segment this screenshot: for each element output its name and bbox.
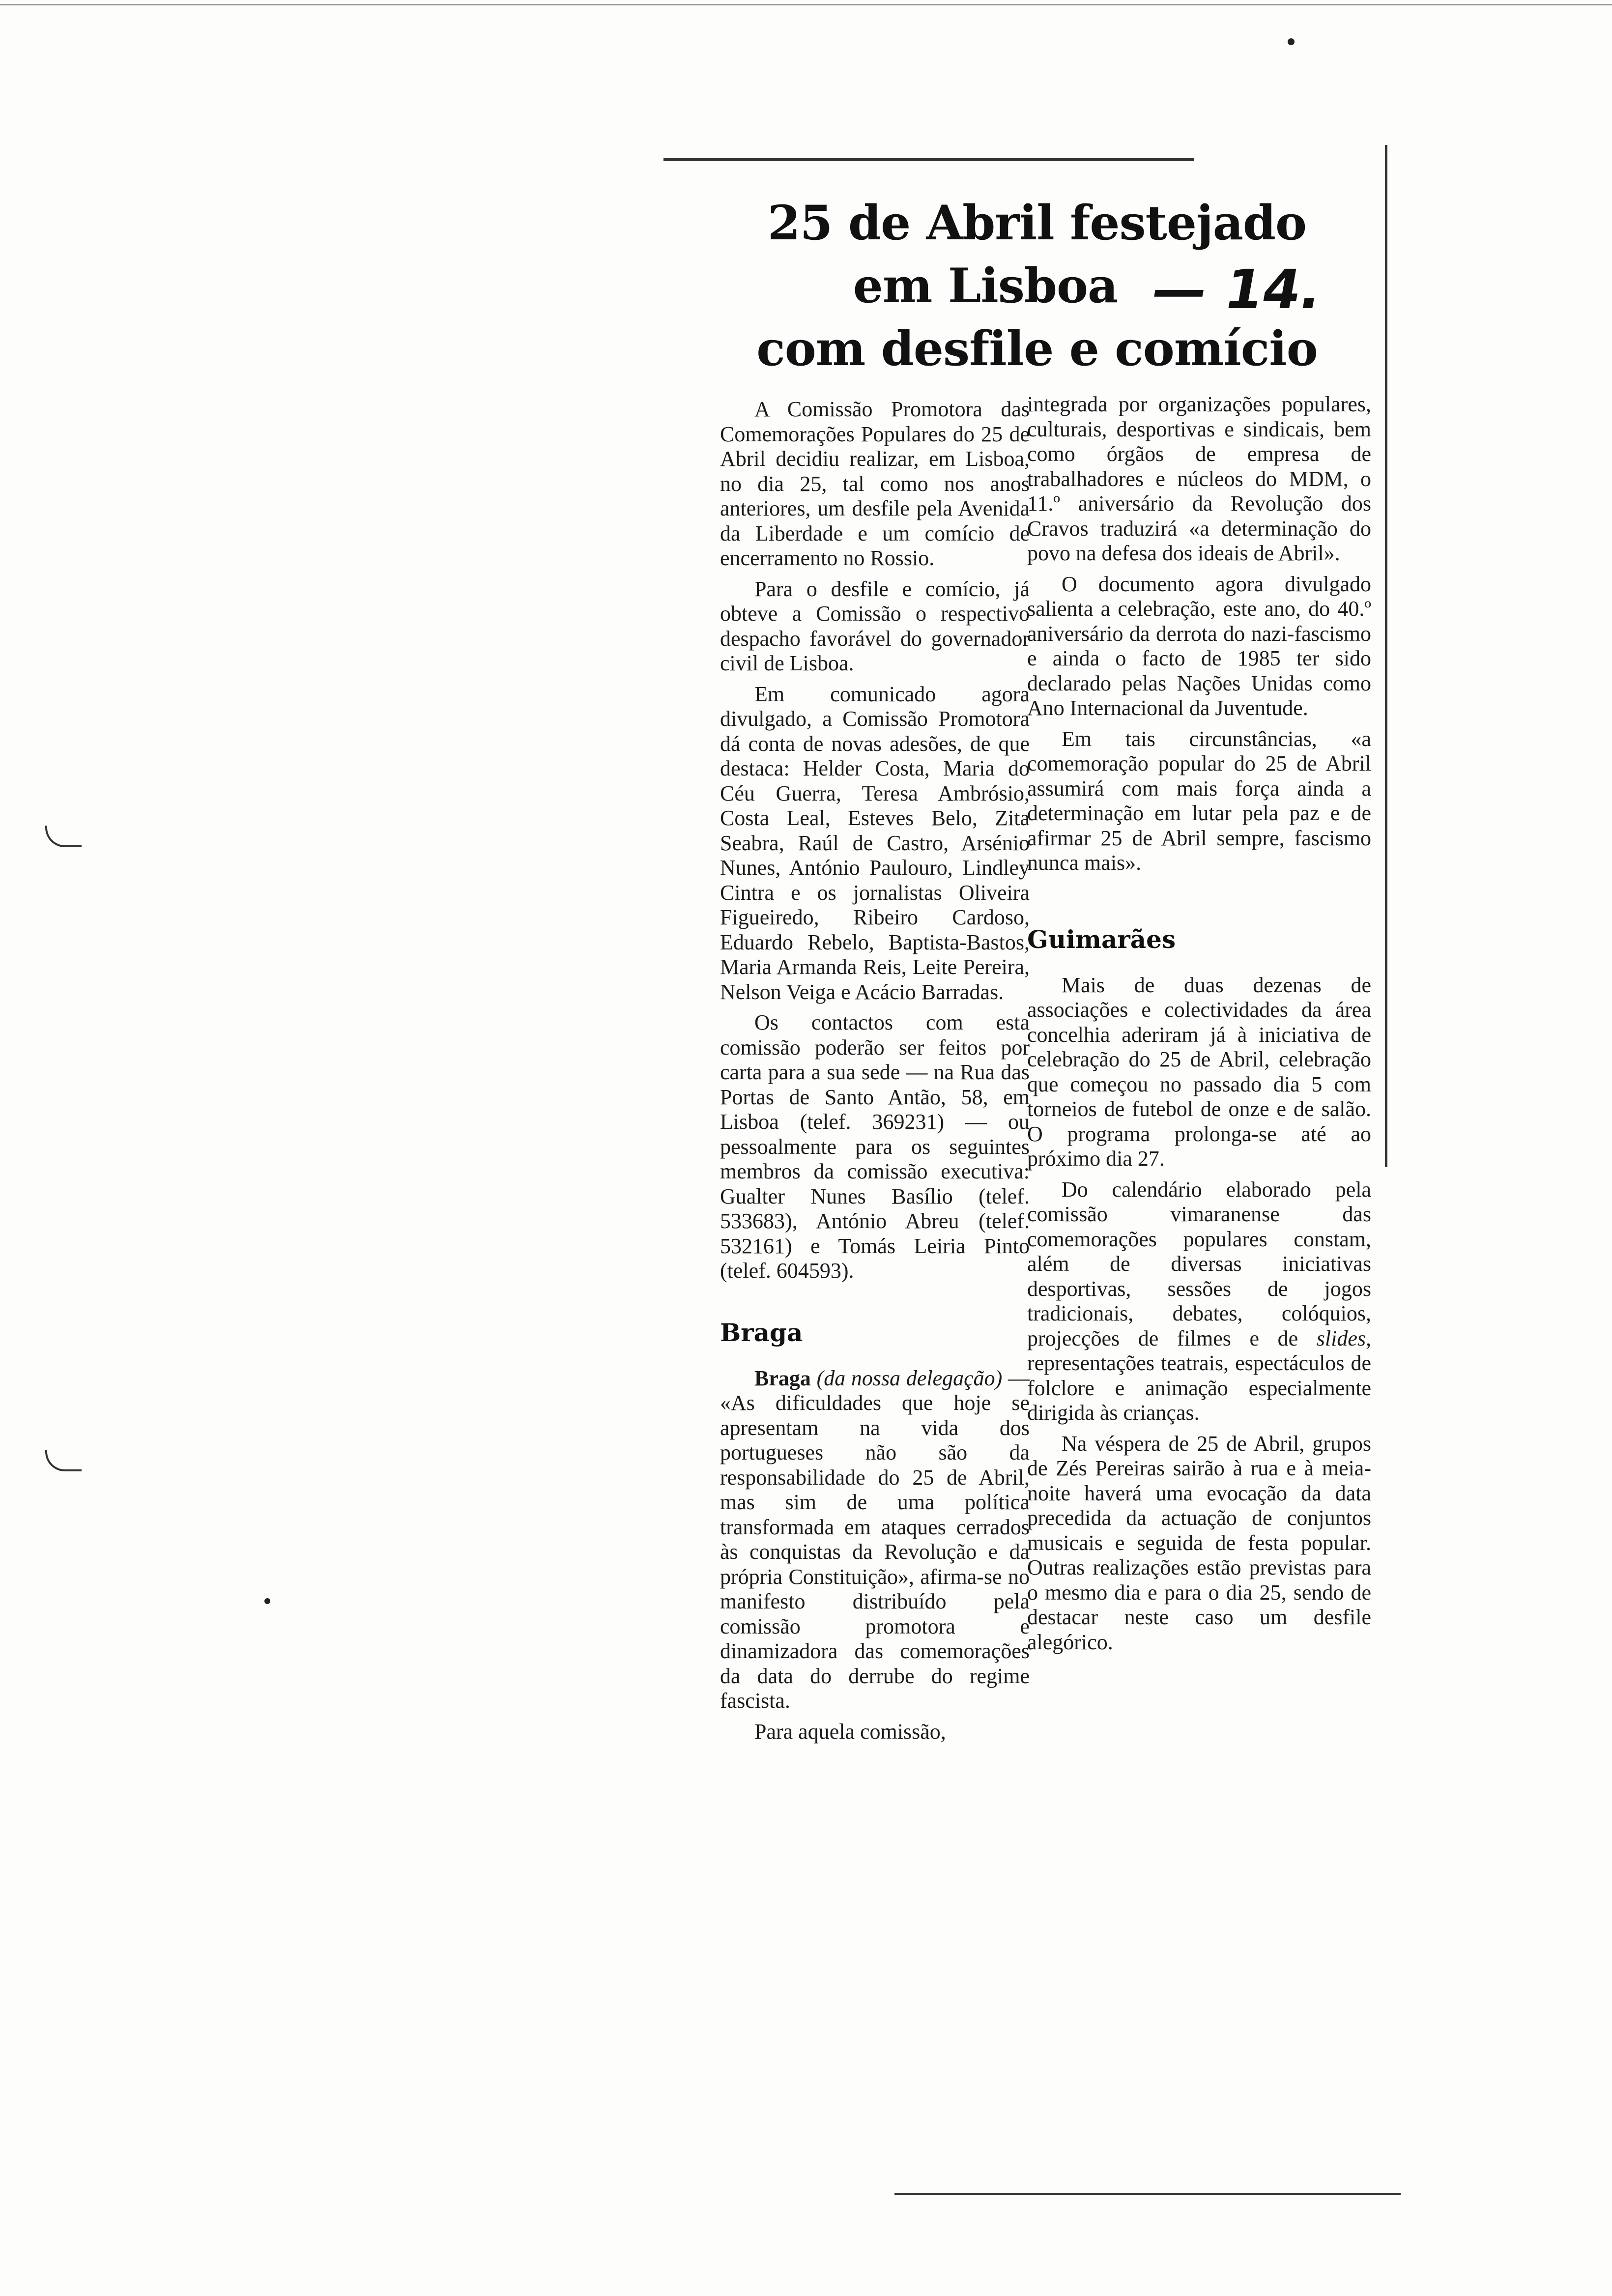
scan-speck-left: [264, 1598, 270, 1604]
slides-word: slides: [1316, 1326, 1366, 1350]
handwritten-annotation: — 14.: [1147, 258, 1327, 321]
braga-text: — «As dificuldades que hoje se apresentam na vida dos portugueses não são da responsabilidade do 25 de Abril, mas sim de uma política transformada em ataques cerrados às conquistas da Revolução e da própria Constituição», afirma-se no manifesto distribuído pela comissão promotora e dinamizadora das comemorações da data do derrube do regime fascista.: [720, 1366, 1030, 1713]
section-heading-guimaraes: Guimarães: [1027, 924, 1176, 954]
paragraph: Para o desfile e comício, já obteve a Comissão o respectivo despacho favorável do governador civil de Lisboa.: [720, 576, 1030, 675]
article-column-left: [720, 397, 1030, 1750]
braga-lead: Braga: [754, 1366, 811, 1390]
paragraph-with-italic: [1027, 1177, 1371, 1426]
headline-line-3: com desfile e comício: [756, 321, 1318, 376]
paragraph-braga: [720, 1366, 1030, 1714]
article-column-right: [1027, 392, 1371, 1661]
headline-line-1: 25 de Abril festejado: [767, 195, 1307, 251]
top-rule: [663, 158, 1194, 161]
braga-byline: (da nossa delegação): [816, 1366, 1003, 1390]
headline-line-2: em Lisboa: [853, 258, 1118, 314]
paragraph: integrada por organizações populares, culturais, desportivas e sindicais, bem como órgãos de empresa de trabalhadores e núcleos do MDM, o 11.º aniversário da Revolução dos Cravos traduzirá «a determinação do povo na defesa dos ideais de Abril».: [1027, 392, 1371, 565]
punch-hole-mark-lower: [45, 1450, 82, 1471]
paragraph: Na véspera de 25 de Abril, grupos de Zés Pereiras sairão à rua e à meia-noite haverá uma evocação da data precedida da actuação de conjuntos musicais e seguida de festa popular. Outras realizações estão previstas para o mesmo dia e para o dia 25, sendo de destacar neste caso um desfile alegórico.: [1027, 1431, 1371, 1654]
paragraph: A Comissão Promotora das Comemorações Populares do 25 de Abril decidiu realizar, em Lisboa, no dia 25, tal como nos anos anteriores, um desfile pela Avenida da Liberdade e um comício de encerramento no Rossio.: [720, 397, 1030, 570]
scan-speck-top-right: [1288, 38, 1295, 45]
scan-top-line: [0, 4, 1612, 5]
paragraph: Em comunicado agora divulgado, a Comissão Promotora dá conta de novas adesões, de que destaca: Helder Costa, Maria do Céu Guerra, Teresa Ambrósio, Costa Leal, Esteves Belo, Zita Seabra, Raúl de Castro, Arsénio Nunes, António Paulouro, Lindley Cintra e os jornalistas Oliveira Figueiredo, Ribeiro Cardoso, Eduardo Rebelo, Baptista-Bastos, Maria Armanda Reis, Leite Pereira, Nelson Veiga e Acácio Barradas.: [720, 682, 1030, 1004]
right-border-rule: [1385, 145, 1387, 1167]
section-heading-braga: Braga: [720, 1318, 803, 1347]
guimaraes-text: Do calendário elaborado pela comissão vimaranense das comemorações populares constam, além de diversas iniciativas desportivas, sessões de jogos tradicionais, debates, colóquios, projecções de filmes e de: [1027, 1177, 1371, 1350]
paragraph: Os contactos com esta comissão poderão ser feitos por carta para a sua sede — na Rua das Portas de Santo Antão, 58, em Lisboa (telef. 369231) — ou pessoalmente para os seguintes membros da comissão executiva: Gualter Nunes Basílio (telef. 533683), António Abreu (telef. 532161) e Tomás Leiria Pinto (telef. 604593).: [720, 1010, 1030, 1283]
bottom-rule: [894, 2193, 1401, 2195]
punch-hole-mark-upper: [45, 826, 82, 847]
paragraph: O documento agora divulgado salienta a celebração, este ano, do 40.º aniversário da derrota do nazi-fascismo e ainda o facto de 1985 ter sido declarado pelas Nações Unidas como Ano Internacional da Juventude.: [1027, 572, 1371, 720]
paragraph: Em tais circunstâncias, «a comemoração popular do 25 de Abril assumirá com mais força ainda a determinação em lutar pela paz e de afirmar 25 de Abril sempre, fascismo nunca mais».: [1027, 726, 1371, 875]
guimaraes-text-tail: , representações teatrais, espectáculos de folclore e animação especialmente dirigida às crianças.: [1027, 1326, 1372, 1425]
paragraph: Para aquela comissão,: [754, 1719, 946, 1744]
paragraph: Mais de duas dezenas de associações e colectividades da área concelhia aderiram já à iniciativa de celebração do 25 de Abril, celebração que começou no passado dia 5 com torneios de futebol de onze e de salão. O programa prolonga-se até ao próximo dia 27.: [1027, 973, 1371, 1171]
